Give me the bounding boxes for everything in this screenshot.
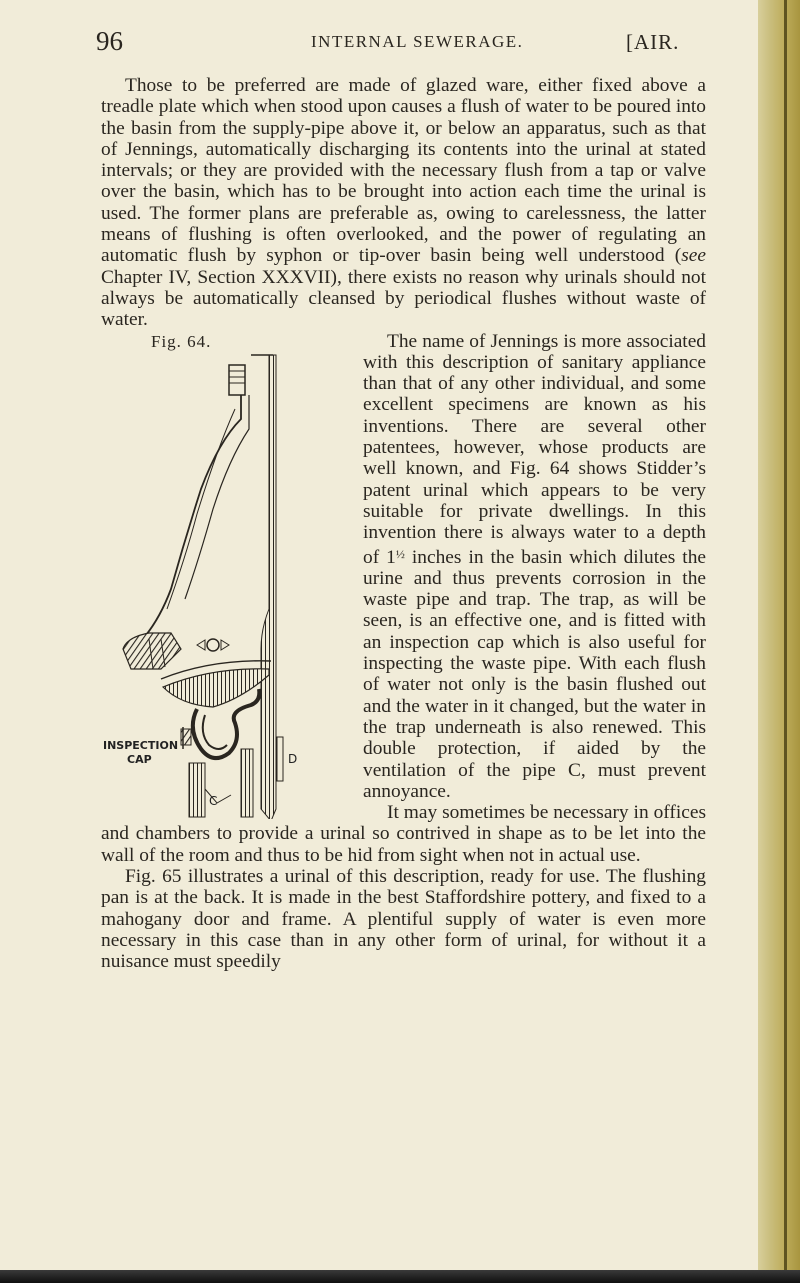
label-inspection: INSPECTION [103,738,179,752]
paragraph-4: Fig. 65 illustrates a urinal of this description, ready for use. The flushing pan is at the back. It is made in the best Staffordshire pottery, and fixed to a mahogany door and frame. A plentiful supply of water is even more necessary in this case than in any other form of urinal, for without it a nuisance must speedily [101,865,706,973]
basin-water [163,668,269,706]
paragraph-2-end: inches in the basin which dilutes the urine and thus prevents corrosion in the waste pipe and trap. The trap, as will be seen, is an effective one, and is fitted with an inspection cap which is also useful for inspecting the waste pipe. With each flush of water not only is the basin flushed out and the water in it changed, but the water in the trap underneath is also renewed. This double protection, if aided by the ventilation of the pipe C, must prevent annoyance. [363,546,706,802]
running-head: INTERNAL SEWERAGE. [311,32,524,51]
wall-section [261,355,276,819]
vent-pipe-d [277,737,283,781]
waste-pipe [189,763,205,817]
page-header [96,26,708,66]
page-number: 96 [96,26,123,56]
page-bottom-edge [0,1270,800,1283]
label-cap: CAP [127,752,152,766]
label-c: C [209,793,218,808]
label-d: D [288,751,298,766]
section-mark: [AIR. [626,30,680,54]
figure-caption: Fig. 64. [151,331,212,351]
book-spine [758,0,800,1283]
paragraph-1 [101,75,706,331]
urinal-diagram [101,349,351,819]
paragraph-2-text: The name of Jennings is more associated with this description of sanitary appliance than that of any other individual, and some excellent specimens are known as his inventions. There are several other patentees, however, whose products are well known, and Fig. 64 shows Stidder’s patent urinal which appears to be very suitable for private dwellings. In this invention there is always water to a depth of 1 [363,330,706,568]
supply-pipe [229,365,245,395]
figure-64 [101,331,353,817]
paragraph-1-text: Those to be preferred are made of glazed ware, either fixed above a treadle plate which when stood upon causes a flush of water to be poured into the basin from the supply-pipe above it, or below an apparatus, such as that of Jennings, automatically discharging its contents into the urinal at stated intervals; or they are provided with the necessary flush from a tap or valve over the basin, which has to be brought into action each time the urinal is used. The former plans are preferable as, owing to carelessness, the latter means of flushing is often overlooked, and the power of regulating an automatic flush by syphon or tip-over basin being well understood ( [101,75,706,267]
paragraph-3: It may sometimes be necessary in offices and chambers to provide a urinal so contrived in shape as to be let into the wall of the room and thus to be hid from sight when not in actual use. [101,802,706,866]
paragraph-1-end: Chapter IV, Section XXXVII), there exists no reason why urinals should not always be automatically cleansed by periodical flushes without waste of water. [101,266,706,331]
spine-edge [784,0,787,1283]
body-text [101,75,706,972]
fraction-half: ½ [395,546,405,561]
screw-fixing [197,639,229,651]
see-italic: see [681,245,706,267]
